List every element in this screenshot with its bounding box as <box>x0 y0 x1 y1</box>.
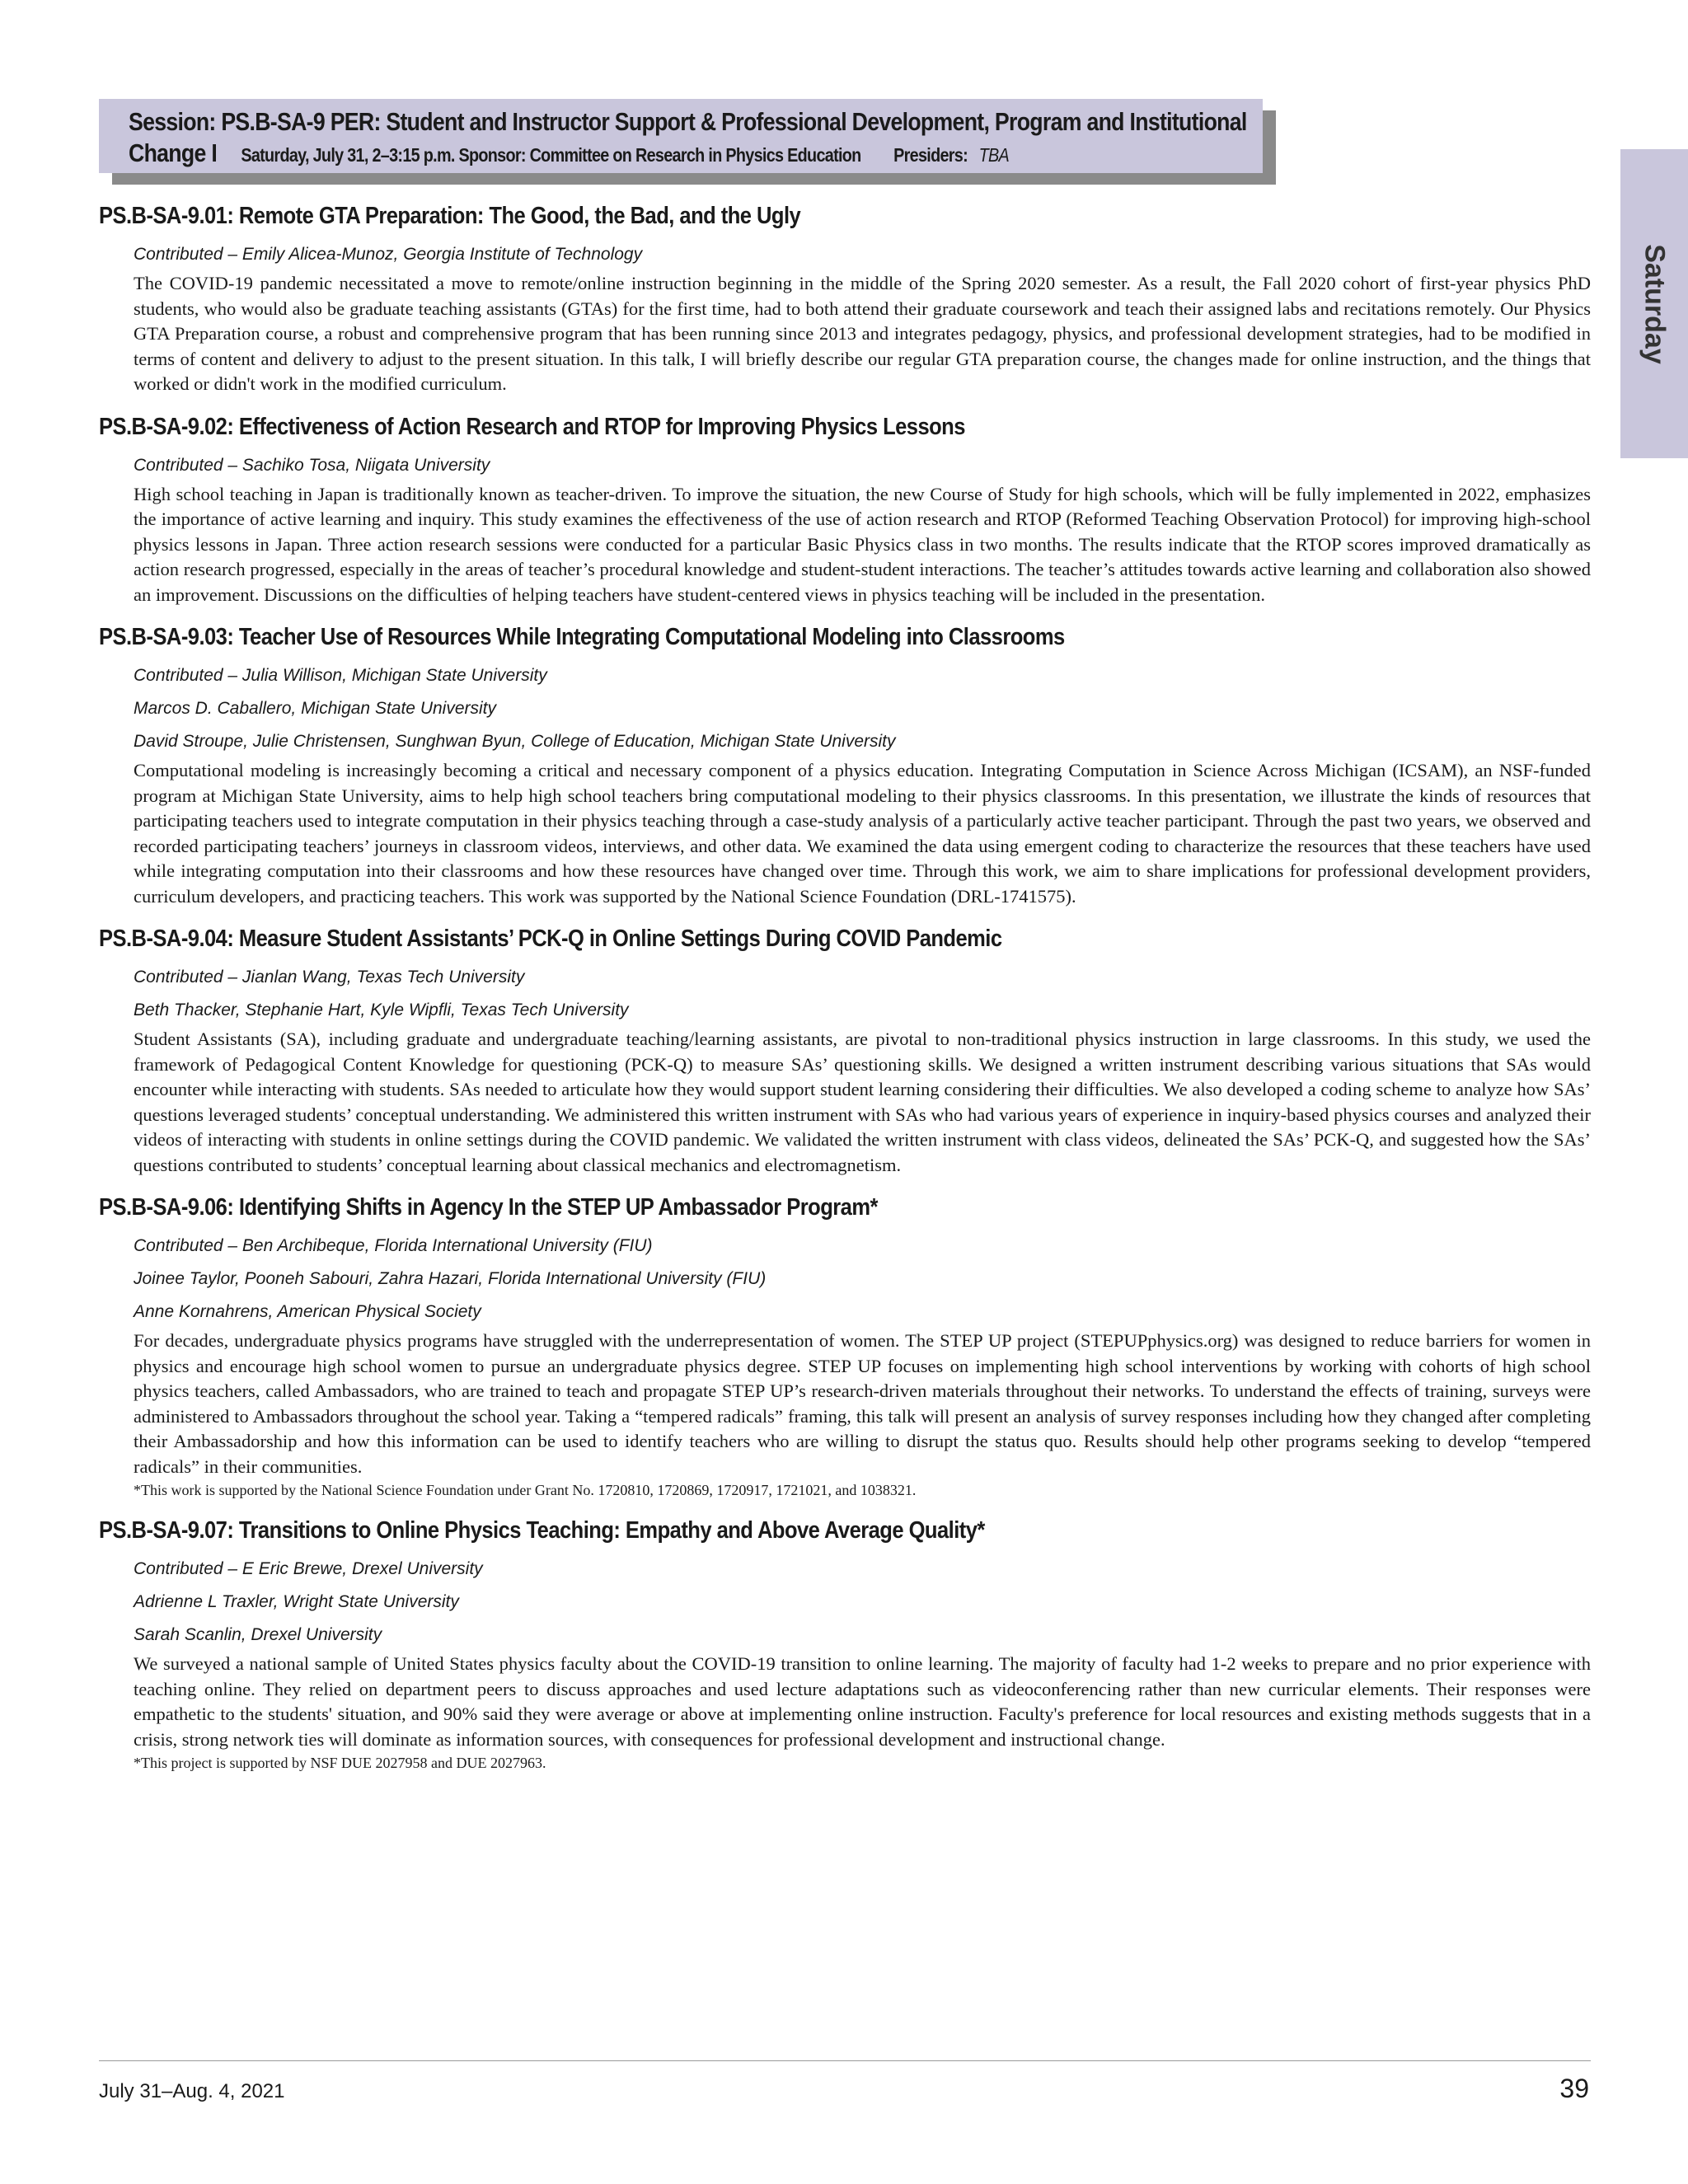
abstract-body: Student Assistants (SA), including graduate and undergraduate teaching/learning assistants, are pivotal to non-traditional physics instruction in large classrooms. In this study, we used the framework of Pedagogical Content Knowledge for questioning (PCK-Q) to measure SAs’ questioning skills. We designed a written instrument describing various situations that SAs would encounter while interacting with students. SAs needed to articulate how they would support student learning considering their difficulties. We also developed a coding scheme to analyze how SAs’ questions leveraged students’ conceptual understanding. We administered this written instrument with SAs who had various years of experience in inquiry-based physics courses and analyzed their videos of interacting with students in online settings during the COVID pandemic. We validated the written instrument with class videos, delineated the SAs’ PCK-Q, and suggested how the SAs’ questions contributed to students’ conceptual learning about classical mechanics and electromagnetism. <box>134 1029 1591 1175</box>
abstract-author: Contributed – Ben Archibeque, Florida International University (FIU) <box>134 1236 653 1255</box>
abstract-author: Adrienne L Traxler, Wright State University <box>134 1592 459 1611</box>
session-info: Saturday, July 31, 2–3:15 p.m. Sponsor: Committee on Research in Physics Education <box>241 144 861 166</box>
abstract-entry <box>99 1516 1591 1774</box>
abstract-entry <box>99 1193 1591 1501</box>
session-title: Session: PS.B-SA-9 PER: Student and Instructor Support & Professional Development, Program and Institutional <box>129 107 1247 136</box>
abstract-title: PS.B-SA-9.03: Teacher Use of Resources While Integrating Computational Modeling into Classrooms <box>99 624 1065 650</box>
abstract-entry <box>99 413 1591 608</box>
presiders-label: Presiders: <box>893 144 968 166</box>
abstract-author: Contributed – Jianlan Wang, Texas Tech University <box>134 968 525 987</box>
day-tab-label: Saturday <box>1639 243 1671 364</box>
abstract-author: Marcos D. Caballero, Michigan State University <box>134 699 496 718</box>
abstract-title: PS.B-SA-9.06: Identifying Shifts in Agency In the STEP UP Ambassador Program* <box>99 1194 878 1221</box>
abstract-author: Contributed – E Eric Brewe, Drexel University <box>134 1559 483 1578</box>
session-header <box>99 99 1263 173</box>
abstract-author: Contributed – Julia Willison, Michigan State University <box>134 666 547 685</box>
day-tab <box>1620 149 1688 458</box>
abstract-footnote: *This work is supported by the National Science Foundation under Grant No. 1720810, 1720869, 1720917, 1721021, and 1038321. <box>134 1482 917 1498</box>
abstract-author: Beth Thacker, Stephanie Hart, Kyle Wipfli, Texas Tech University <box>134 1001 629 1019</box>
abstract-entry <box>99 202 1591 397</box>
abstract-author: Contributed – Sachiko Tosa, Niigata University <box>134 455 490 475</box>
abstract-title: PS.B-SA-9.01: Remote GTA Preparation: The Good, the Bad, and the Ugly <box>99 203 801 229</box>
abstract-author: Sarah Scanlin, Drexel University <box>134 1625 382 1644</box>
abstract-body: For decades, undergraduate physics programs have struggled with the underrepresentation of women. The STEP UP project (STEPUPphysics.org) was designed to reduce barriers for women in physics and encourage high school women to pursue an undergraduate physics degree. STEP UP focuses on implementing high school interventions by working with cohorts of high school physics teachers, called Ambassadors, who are trained to teach and propagate STEP UP’s research-driven materials throughout their networks. To understand the effects of training, surveys were administered to Ambassadors throughout the school year. Taking a “tempered radicals” framing, this talk will present an analysis of survey responses including how they changed after completing their Ambassadorship and how this information can be used to identify teachers who are willing to disrupt the status quo. Results should help other programs seeking to develop “tempered radicals” in their communities. <box>134 1330 1591 1477</box>
abstract-title: PS.B-SA-9.02: Effectiveness of Action Research and RTOP for Improving Physics Lessons <box>99 413 965 440</box>
abstract-body: Computational modeling is increasingly becoming a critical and necessary component of a physics education. Integrating Computation in Science Across Michigan (ICSAM), an NSF-funded program at Michigan State University, aims to help high school teachers bring computational modeling to their physics classrooms. In this presentation, we illustrate the kinds of resources that participating teachers used to integrate computation in their physics teaching through a case-study analysis of a particularly active teacher participant. Through the past two years, we observed and recorded participating teachers’ journeys in classroom videos, interviews, and other data. We examined the data using emergent coding to characterize the resources that these teachers have used while integrating computation into their classrooms and how these resources have changed over time. Through this work, we aim to share implications for professional development providers, curriculum developers, and practicing teachers. This work was supported by the National Science Foundation (DRL-1741575). <box>134 760 1591 907</box>
footer-date: July 31–Aug. 4, 2021 <box>99 2080 285 2102</box>
abstract-body: The COVID-19 pandemic necessitated a move to remote/online instruction beginning in the middle of the Spring 2020 semester. As a result, the Fall 2020 cohort of first-year physics PhD students, who would also be graduate teaching assistants (GTAs) for the first time, had to both attend their graduate coursework and teach their assigned labs and recitations remotely. Our Physics GTA Preparation course, a robust and comprehensive program that has been running since 2013 and integrates pedagogy, physics, and professional development strategies, had to be modified in terms of content and delivery to adjust to the present situation. In this talk, I will briefly describe our regular GTA preparation course, the changes made for online instruction, and the things that worked or didn't work in the modified curriculum. <box>134 273 1591 394</box>
abstract-body: We surveyed a national sample of United States physics faculty about the COVID-19 transition to online learning. The majority of faculty had 1-2 weeks to prepare and no prior experience with teaching online. They relied on department peers to discuss approaches and used lecture adaptations such as videoconferencing rather than new curricular elements. Their responses were empathetic to the students' situation, and 90% said they were average or above at implementing online instruction. Faculty's preference for local resources and existing methods suggests that in a crisis, strong network ties will dominate as information sources, with consequences for professional development and instructional change. <box>134 1653 1591 1750</box>
abstract-footnote: *This project is supported by NSF DUE 2027958 and DUE 2027963. <box>134 1755 546 1771</box>
abstract-author: Contributed – Emily Alicea-Munoz, Georgia Institute of Technology <box>134 245 643 264</box>
abstract-title: PS.B-SA-9.04: Measure Student Assistants’ PCK-Q in Online Settings During COVID Pandemic <box>99 926 1002 952</box>
session-title-continued: Change I <box>129 138 218 167</box>
session-subtitle <box>129 138 1104 168</box>
abstract-entry <box>99 623 1591 909</box>
abstract-author: Anne Kornahrens, American Physical Society <box>134 1302 481 1321</box>
abstract-author: David Stroupe, Julie Christensen, Sunghwan Byun, College of Education, Michigan State University <box>134 732 896 751</box>
abstract-list <box>99 202 1591 1789</box>
presiders-value: TBA <box>978 144 1010 166</box>
abstract-entry <box>99 925 1591 1178</box>
page-number: 39 <box>1559 2074 1589 2103</box>
abstract-body: High school teaching in Japan is traditionally known as teacher-driven. To improve the situation, the new Course of Study for high schools, which will be fully implemented in 2022, emphasizes the importance of active learning and inquiry. This study examines the effectiveness of the use of action research and RTOP (Reformed Teaching Observation Protocol) for improving high-school physics lessons in Japan. Three action research sessions were conducted for a particular Basic Physics class in two months. The results indicate that the RTOP scores improved dramatically as action research progressed, especially in the areas of teacher’s procedural knowledge and student-student interactions. The teacher’s attitudes towards active learning and collaboration also showed an improvement. Discussions on the difficulties of helping teachers have student-centered views in physics teaching will be included in the presentation. <box>134 483 1591 605</box>
abstract-title: PS.B-SA-9.07: Transitions to Online Physics Teaching: Empathy and Above Average Quality* <box>99 1517 985 1544</box>
abstract-author: Joinee Taylor, Pooneh Sabouri, Zahra Hazari, Florida International University (FIU) <box>134 1269 767 1288</box>
footer-divider <box>99 2060 1591 2061</box>
